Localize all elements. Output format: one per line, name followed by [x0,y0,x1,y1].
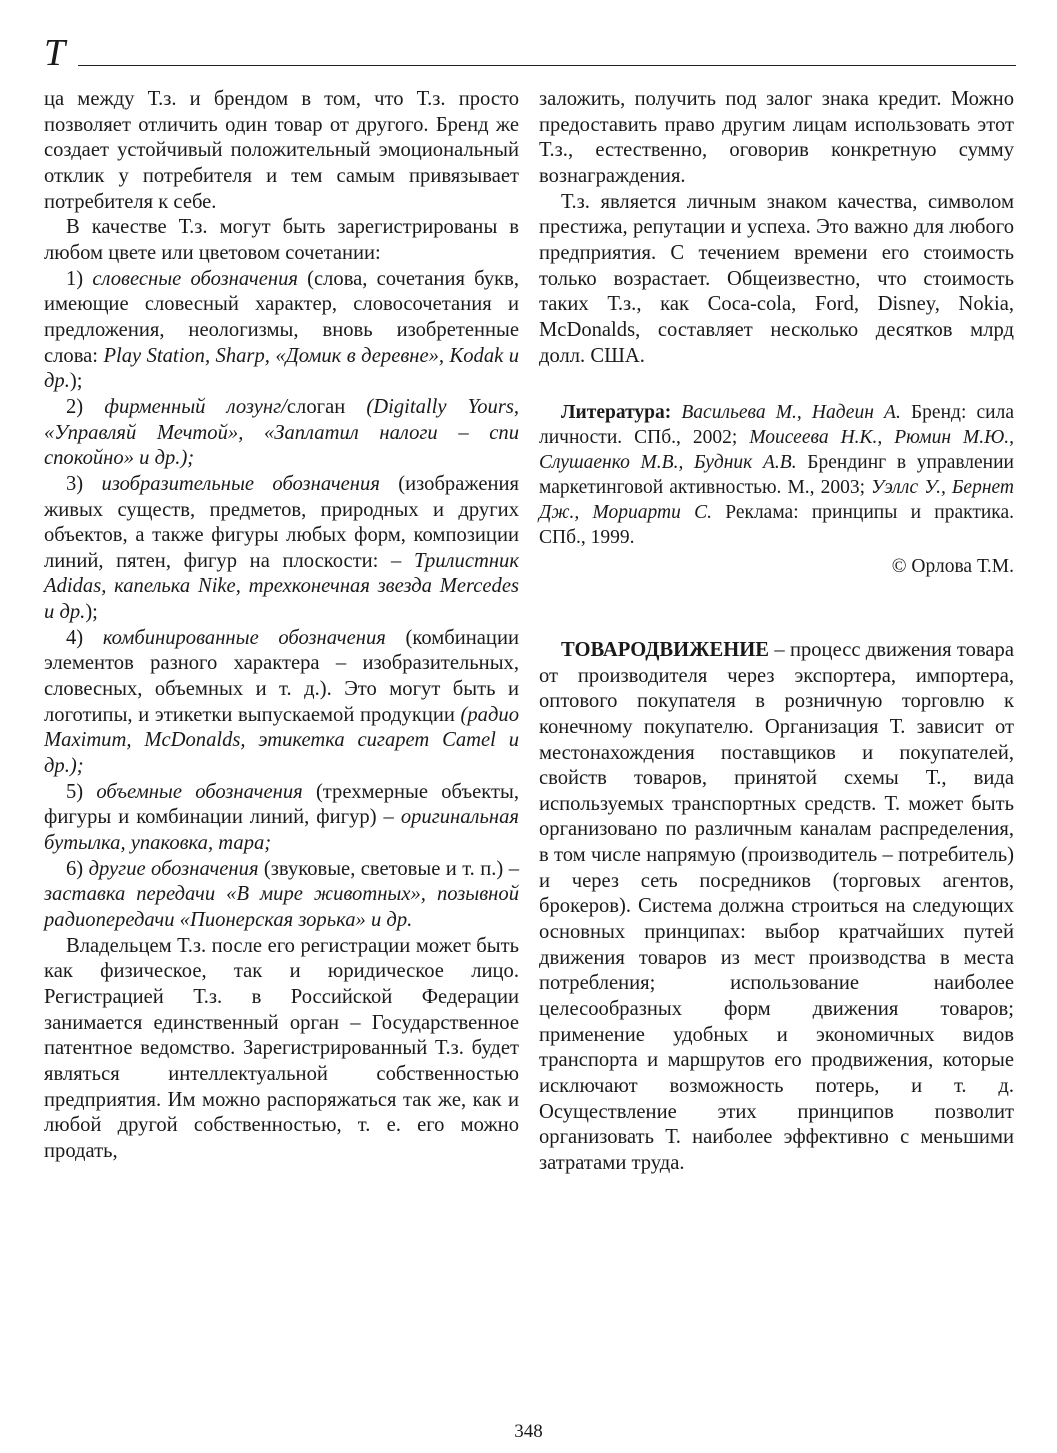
list-text: (слова, сочетания букв, имеющие словесный характер, словосочетания и предложения, неологизмы, вновь изобретенные слова: [44,267,519,367]
literature-author: Моисеева Н.К., Рюмин М.Ю., Слушаенко М.В., Будник А.В. [539,427,1015,474]
literature-title: Бренд: сила личности. СПб., 2002; [539,402,1014,449]
entry-tovarodvizhenie [539,638,1014,1177]
running-header [44,34,1016,72]
list-number: 6) [66,857,89,880]
right-column [539,87,1014,1177]
list-examples: Play Station, Sharp, «Домик в деревне», Kodak и др. [44,344,519,393]
spacer [539,580,1014,638]
list-term: словесные обозначения [92,267,298,290]
paragraph-owner: Владельцем Т.з. после его регистрации может быть как физическое, так и юридическое лицо. Регистрацией Т.з. в Российской Федерации занимается единственный орган – Государственное патентное ведомство. Зарегистрированный Т.з. будет являться интеллектуальной собственностью предприятия. Им можно распоряжаться так же, как и любой другой собственностью, т. е. его можно продать, [44,934,519,1162]
list-term: объемные обозначения [96,780,303,803]
list-number: 5) [66,780,97,803]
list-number: 3) [66,472,102,495]
list-text: (изображения живых существ, предметов, природных и других объектов, а также фигуры любых форм, композиции линий, пятен, фигур на плоскости: – [44,472,519,572]
header-letter: Т [44,32,66,74]
entry-definition: – процесс движения товара от производителя через экспортера, импортера, оптового покупателя в розничную торговлю к конечному покупателю. Организация Т. зависит от местонахождения поставщиков и покупателей, свойств товаров, принятой схемы Т., вида используемых транспортных средств. Т. может быть организовано по различным каналам распределения, в том числе напрямую (производитель – потребитель) и через сеть посредников (торговых агентов, брокеров). Система должна строиться на следующих основных принципах: выбор кратчайших путей движения товаров из мест производства в места потребления; использование наиболее целесообразных форм движения товаров; применение удобных и экономичных видов транспорта и маршрутов его продвижения, которые исключают возможность потерь, и т. д. Осуществление этих принципов позволит организовать Т. наиболее эффективно с меньшими затратами труда. [539,638,1014,1174]
paragraph-brand-continuation: ца между Т.з. и брендом в том, что Т.з. просто позволяет отличить один товар от другого. Бренд же создает устойчивый положительный эмоциональный отклик у потребителя и тем самым привязывает потребителя к себе. [44,88,519,213]
paragraph-registration-intro: В качестве Т.з. могут быть зарегистрированы в любом цвете или цветовом сочетании: [44,216,519,264]
list-number: 4) [66,626,103,649]
article-author: © Орлова Т.М. [891,556,1014,578]
list-text: (комбинации элементов разного характера – изобразительных, словесных, объемных и т. д.). Это могут быть и логотипы, и этикетки выпускаемой продукции [44,626,519,726]
literature-author: Васильева М., Надеин А. [671,402,901,424]
list-text: (звуковые, световые и т. п.) – [258,857,519,880]
left-column [44,87,519,1165]
list-number: 1) [66,267,93,290]
list-text: слоган [286,395,367,418]
list-end: ); [85,601,98,624]
header-rule [78,65,1016,66]
list-item-other [44,857,519,934]
list-term: фирменный лозунг/ [104,395,287,418]
literature-author: Уэллс У., Бернет Дж., Мориарти С. [539,477,1014,524]
list-item-combined [44,626,519,780]
literature-title: Реклама: принципы и практика. СПб., 1999. [539,502,1014,549]
list-end: ); [69,370,83,393]
entry-term: ТОВАРОДВИЖЕНИЕ [561,638,770,661]
literature-title: Брендинг в управлении маркетинговой активностью. М., 2003; [539,452,1014,499]
list-term: комбинированные обозначения [102,626,386,649]
spacer [539,369,1014,400]
paragraph-brand-value: Т.з. является личным знаком качества, символом престижа, репутации и успеха. Это важно для любого предприятия. С течением времени его стоимость только возрастает. Общеизвестно, что стоимость таких Т.з., как Coca-cola, Ford, Disney, Nokia, McDonalds, составляет несколько десятков млрд долл. США. [539,190,1014,367]
list-item-verbal [44,267,519,395]
list-examples: (радио Maximum, McDonalds, этикетка сигарет Camel и др.); [44,703,519,778]
literature-list [539,400,1014,550]
literature-label: Литература: [561,402,672,424]
list-item-slogan [44,395,519,472]
list-number: 2) [66,395,105,418]
list-examples: (Digitally Yours, «Управляй Мечтой», «Заплатил налоги – спи спокойно» и др.); [44,395,519,470]
list-examples: Трилистник Adidas, капелька Nike, трехконечная звезда Mercedes и др. [44,549,519,624]
page-number: 348 [514,1421,543,1442]
list-text: (трехмерные объекты, фигуры и комбинации линий, фигур) – [44,780,519,829]
list-term: другие обозначения [88,857,259,880]
list-examples: оригинальная бутылка, упаковка, тара; [44,806,519,855]
paragraph-rights-continuation: заложить, получить под залог знака кредит. Можно предоставить право другим лицам использовать этот Т.з., естественно, оговорив конкретную сумму вознаграждения. [539,88,1014,187]
list-term: изобразительные обозначения [101,472,380,495]
list-item-graphic [44,472,519,626]
list-item-volumetric [44,780,519,857]
list-examples: заставка передачи «В мире животных», позывной радиопередачи «Пионерская зорька» и др. [44,883,519,931]
